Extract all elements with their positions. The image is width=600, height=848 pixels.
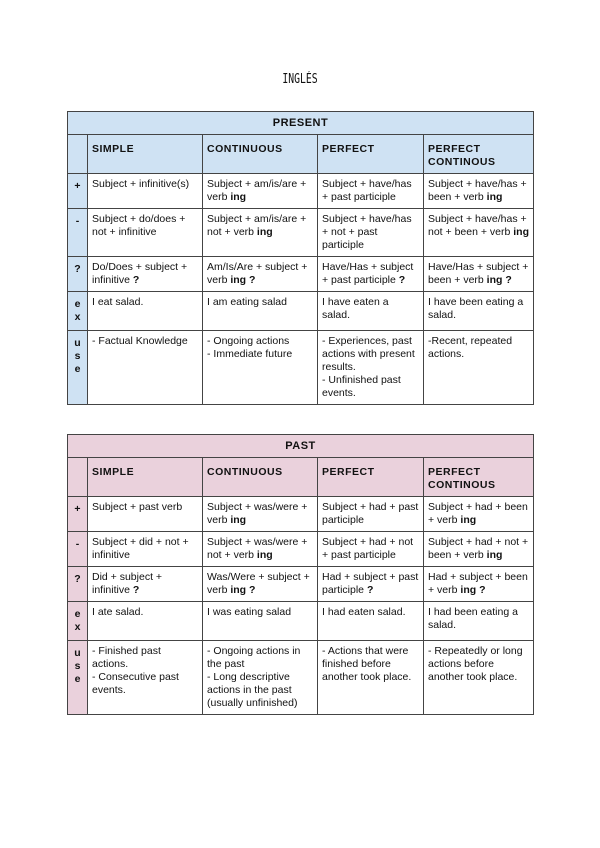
past-banner: PAST — [68, 435, 534, 458]
row-label: e x — [68, 292, 88, 331]
row-label: u s e — [68, 641, 88, 715]
table-cell: Subject + past verb — [88, 497, 203, 532]
table-cell: - Repeatedly or long actions before another took place. — [424, 641, 534, 715]
table-cell: Subject + had + not + been + verb ing — [424, 532, 534, 567]
table-cell: Subject + have/has + past participle — [318, 174, 424, 209]
column-header: PERFECT CONTINOUS — [424, 458, 534, 497]
column-header: PERFECT — [318, 135, 424, 174]
table-cell: Have/Has + subject + past participle ? — [318, 257, 424, 292]
table-cell: Subject + have/has + not + been + verb ing — [424, 209, 534, 257]
table-cell: - Factual Knowledge — [88, 331, 203, 405]
row-label: + — [68, 497, 88, 532]
table-cell: I had eaten salad. — [318, 602, 424, 641]
column-header: PERFECT CONTINOUS — [424, 135, 534, 174]
table-row — [68, 257, 534, 292]
table-cell: Subject + was/were + not + verb ing — [203, 532, 318, 567]
table-cell: -Recent, repeated actions. — [424, 331, 534, 405]
table-row — [68, 497, 534, 532]
table-cell: Subject + do/does + not + infinitive — [88, 209, 203, 257]
row-label: ? — [68, 257, 88, 292]
table-cell: Subject + had + not + past participle — [318, 532, 424, 567]
column-header: SIMPLE — [88, 135, 203, 174]
table-cell: I had been eating a salad. — [424, 602, 534, 641]
table-cell: - Ongoing actions - Immediate future — [203, 331, 318, 405]
table-cell: Subject + had + been + verb ing — [424, 497, 534, 532]
past-tense-table — [67, 434, 534, 715]
corner-cell — [68, 458, 88, 497]
table-cell: Subject + had + past participle — [318, 497, 424, 532]
row-label: ? — [68, 567, 88, 602]
table-cell: - Finished past actions. - Consecutive past events. — [88, 641, 203, 715]
table-cell: I have been eating a salad. — [424, 292, 534, 331]
column-header: PERFECT — [318, 458, 424, 497]
table-cell: Subject + infinitive(s) — [88, 174, 203, 209]
table-cell: Have/Has + subject + been + verb ing ? — [424, 257, 534, 292]
row-label: + — [68, 174, 88, 209]
table-cell: Subject + am/is/are + verb ing — [203, 174, 318, 209]
table-cell: I eat salad. — [88, 292, 203, 331]
table-cell: - Experiences, past actions with present results. - Unfinished past events. — [318, 331, 424, 405]
table-cell: I have eaten a salad. — [318, 292, 424, 331]
table-cell: Subject + did + not + infinitive — [88, 532, 203, 567]
table-row — [68, 174, 534, 209]
row-label: u s e — [68, 331, 88, 405]
column-header: CONTINUOUS — [203, 458, 318, 497]
table-cell: Did + subject + infinitive ? — [88, 567, 203, 602]
table-cell: Was/Were + subject + verb ing ? — [203, 567, 318, 602]
table-cell: I am eating salad — [203, 292, 318, 331]
table-row — [68, 602, 534, 641]
table-cell: Do/Does + subject + infinitive ? — [88, 257, 203, 292]
corner-cell — [68, 135, 88, 174]
table-cell: I ate salad. — [88, 602, 203, 641]
table-row — [68, 567, 534, 602]
table-row — [68, 209, 534, 257]
column-header: SIMPLE — [88, 458, 203, 497]
row-label: - — [68, 209, 88, 257]
table-cell: Subject + am/is/are + not + verb ing — [203, 209, 318, 257]
table-cell: Had + subject + past participle ? — [318, 567, 424, 602]
table-cell: Am/Is/Are + subject + verb ing ? — [203, 257, 318, 292]
table-cell: - Ongoing actions in the past - Long descriptive actions in the past (usually unfinished) — [203, 641, 318, 715]
table-cell: Subject + have/has + not + past participle — [318, 209, 424, 257]
row-label: e x — [68, 602, 88, 641]
table-row — [68, 532, 534, 567]
table-row — [68, 331, 534, 405]
document-title: INGLÉS — [282, 72, 318, 87]
present-banner: PRESENT — [68, 112, 534, 135]
present-tense-table — [67, 111, 534, 405]
table-cell: I was eating salad — [203, 602, 318, 641]
table-cell: Subject + was/were + verb ing — [203, 497, 318, 532]
table-cell: - Actions that were finished before another took place. — [318, 641, 424, 715]
row-label: - — [68, 532, 88, 567]
table-cell: Had + subject + been + verb ing ? — [424, 567, 534, 602]
table-row — [68, 641, 534, 715]
table-row — [68, 292, 534, 331]
column-header: CONTINUOUS — [203, 135, 318, 174]
table-cell: Subject + have/has + been + verb ing — [424, 174, 534, 209]
